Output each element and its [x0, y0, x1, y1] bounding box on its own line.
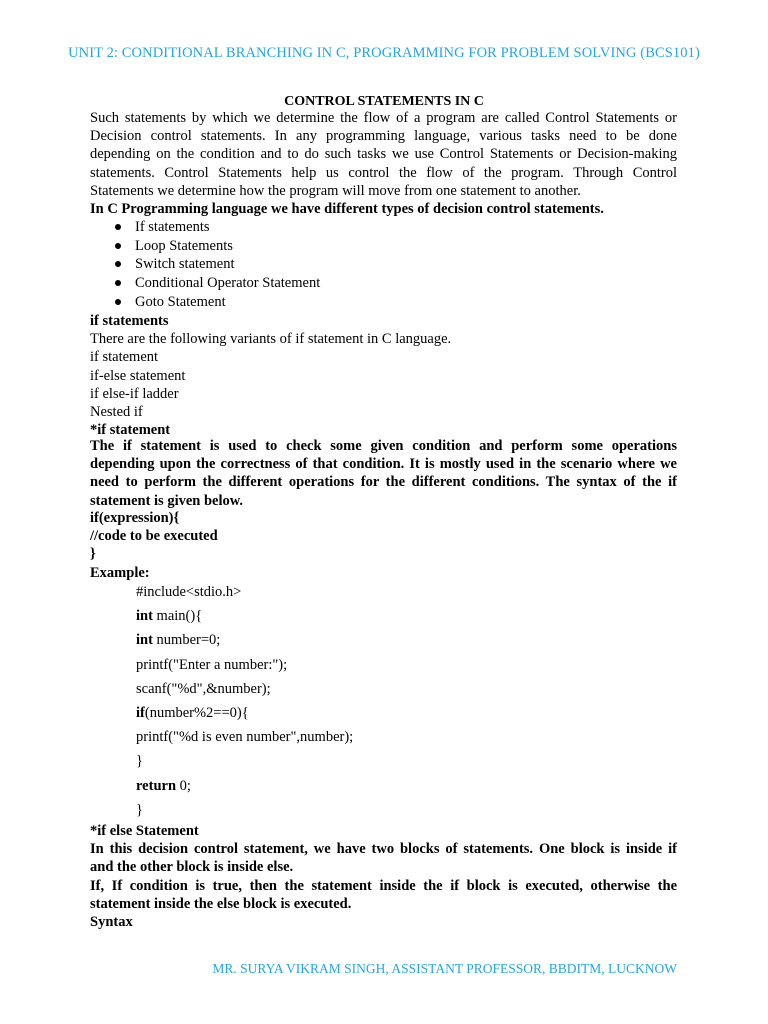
list-item	[90, 255, 677, 274]
para-line: and the other block is inside else.	[90, 859, 294, 876]
desc-line: need to perform the different operations for the different conditions. The syntax of the if	[90, 474, 677, 491]
code-line: }	[136, 753, 143, 770]
list-item-label: Goto Statement	[135, 293, 226, 310]
code-line: scanf("%d",&number);	[136, 680, 271, 697]
variant-item: if else-if ladder	[90, 385, 179, 402]
bullet-icon	[115, 280, 121, 286]
section-heading: *if else Statement	[90, 823, 199, 839]
syntax-line: if(expression){	[90, 510, 180, 526]
types-heading: In C Programming language we have different types of decision control statements.	[90, 201, 604, 217]
example-label: Example:	[90, 564, 150, 581]
para-line: statement inside the else block is executed.	[90, 895, 352, 912]
bullet-icon	[115, 243, 121, 249]
syntax-line: //code to be executed	[90, 528, 218, 545]
bullet-icon	[115, 224, 121, 230]
list-item	[90, 237, 677, 256]
syntax-block	[90, 509, 677, 582]
bullet-icon	[115, 261, 121, 267]
intro-line: statements. Control Statements help us control the flow of the program. Through Control	[90, 164, 677, 181]
syntax-line: }	[90, 546, 96, 563]
if-else-section	[90, 822, 677, 931]
para-line: In this decision control statement, we have two blocks of statements. One block is inside if	[90, 841, 677, 858]
list-item-label: Loop Statements	[135, 237, 233, 254]
page-footer: MR. SURYA VIKRAM SINGH, ASSISTANT PROFESSOR, BBDITM, LUCKNOW	[212, 961, 677, 976]
if-description	[90, 437, 677, 510]
list-item	[90, 293, 677, 312]
code-line: }	[136, 801, 143, 818]
code-line: printf("%d is even number",number);	[136, 729, 354, 746]
syntax-label: Syntax	[90, 914, 133, 931]
types-list	[90, 218, 677, 311]
desc-line: statement is given below.	[90, 492, 244, 509]
section-heading: *if statement	[90, 422, 171, 439]
intro-paragraph	[90, 109, 677, 200]
code-line: if(number%2==0){	[136, 704, 249, 721]
list-item-label: Conditional Operator Statement	[135, 275, 321, 292]
intro-line: Decision control statements. In any programming language, various tasks need to be done	[90, 128, 677, 145]
list-item-label: If statements	[135, 219, 210, 235]
code-line: printf("Enter a number:");	[136, 656, 288, 673]
list-item-label: Switch statement	[135, 256, 235, 273]
page-title: CONTROL STATEMENTS IN C	[284, 94, 484, 109]
bullet-icon	[115, 299, 121, 305]
intro-line: Such statements by which we determine the flow of a program are called Control Statements or	[90, 110, 677, 126]
list-item	[90, 218, 677, 237]
code-line: return 0;	[136, 777, 191, 794]
variant-item: if statement	[90, 349, 159, 366]
code-line: int main(){	[136, 608, 203, 625]
page-header: UNIT 2: CONDITIONAL BRANCHING IN C, PROGRAMMING FOR PROBLEM SOLVING (BCS101)	[68, 45, 700, 61]
if-else-paragraph	[90, 840, 677, 913]
code-example	[136, 584, 353, 826]
list-item	[90, 274, 677, 293]
desc-line: The if statement is used to check some given condition and perform some operations	[90, 438, 677, 454]
section-heading: if statements	[90, 313, 169, 329]
variants-intro: There are the following variants of if statement in C language.	[90, 331, 452, 348]
variant-item: if-else statement	[90, 367, 186, 384]
variant-item: Nested if	[90, 404, 143, 421]
code-line: #include<stdio.h>	[136, 584, 242, 600]
intro-line: depending on the condition and to do such tasks we use Control Statements or Decision-making	[90, 146, 677, 163]
desc-line: depending upon the correctness of that condition. It is mostly used in the scenario where we	[90, 456, 677, 473]
para-line: If, If condition is true, then the statement inside the if block is executed, otherwise the	[90, 877, 677, 894]
code-line: int number=0;	[136, 632, 221, 649]
if-statements-section	[90, 312, 677, 439]
intro-line: Statements we determine how the program will move from one statement to another.	[90, 182, 581, 199]
